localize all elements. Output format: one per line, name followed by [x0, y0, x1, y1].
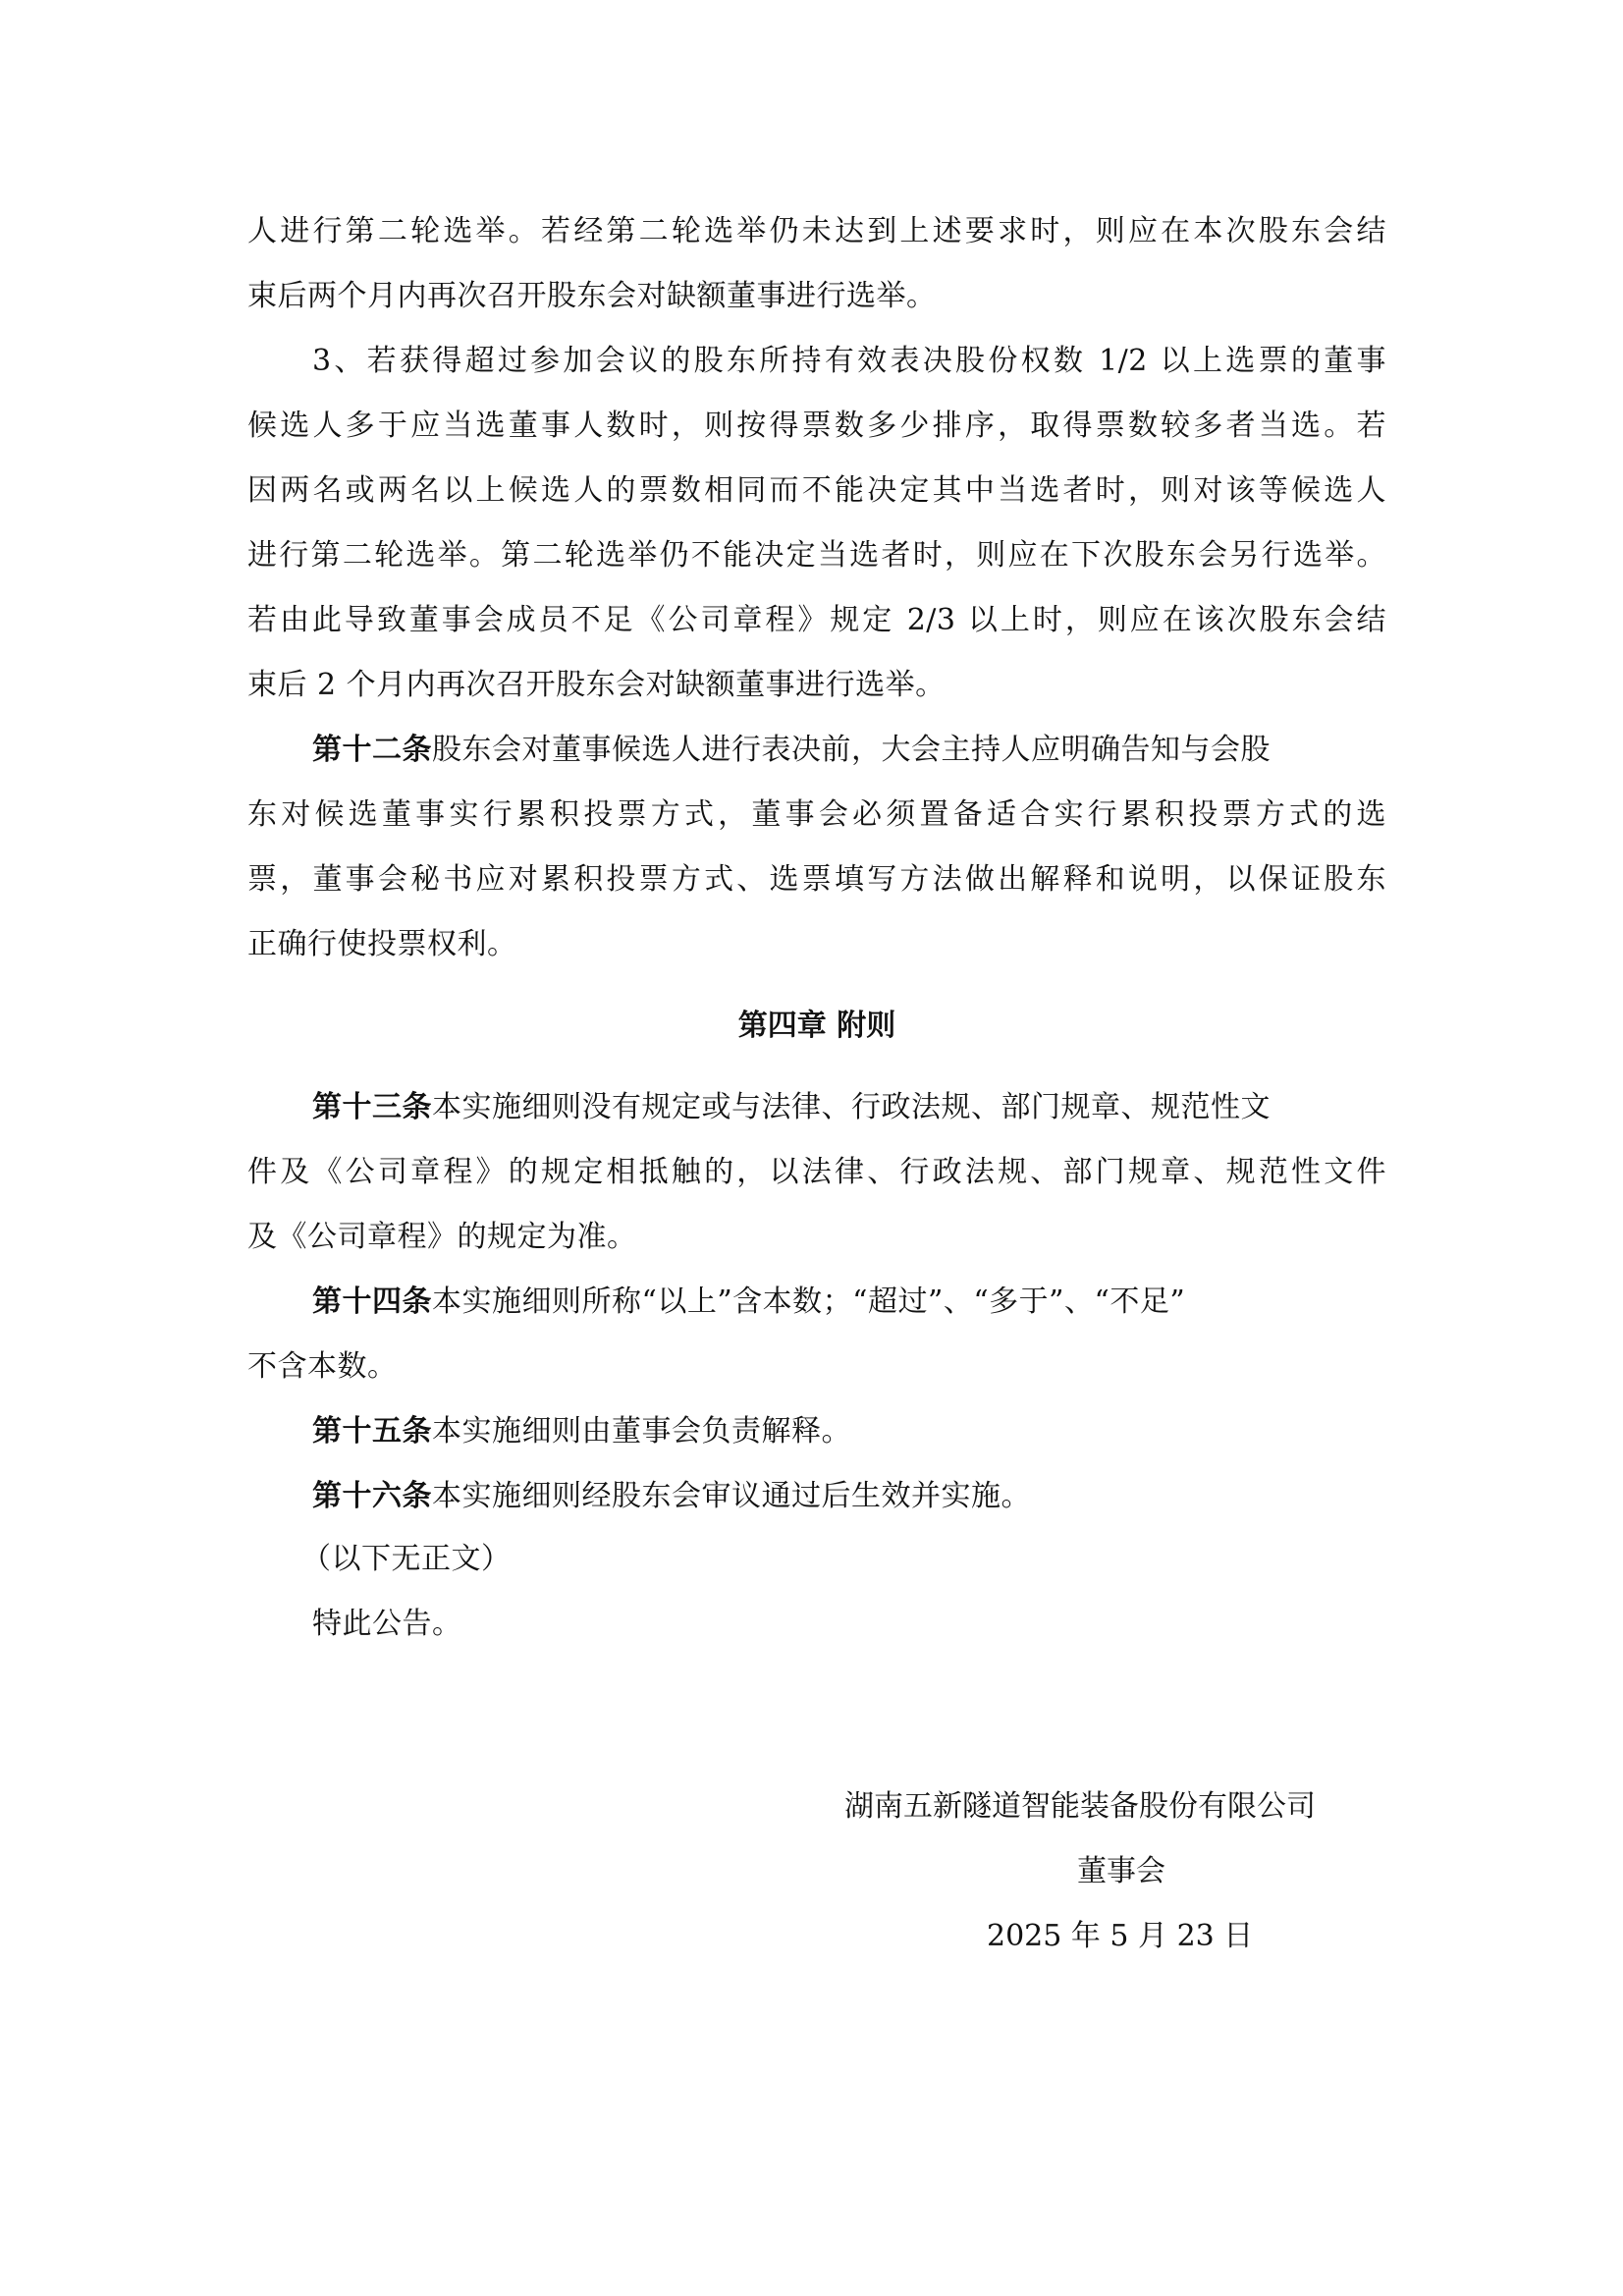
board-name: 董事会	[1077, 1854, 1165, 1888]
paragraph-line: 束后两个月内再次召开股东会对缺额董事进行选举。	[247, 279, 937, 313]
article-text: 本实施细则由董事会负责解释。	[432, 1414, 851, 1449]
paragraph-line: 东对候选董事实行累积投票方式，董事会必须置备适合实行累积投票方式的选	[247, 797, 1386, 832]
notice-text: 特此公告。	[312, 1607, 462, 1641]
article-label: 第十二条	[312, 733, 432, 767]
company-name: 湖南五新隧道智能装备股份有限公司	[844, 1789, 1316, 1824]
article-16-line	[312, 1464, 1386, 1529]
paragraph-line: 及《公司章程》的规定为准。	[247, 1220, 637, 1254]
no-more-text: （以下无正文）	[301, 1542, 512, 1576]
paragraph-line: 不含本数。	[247, 1349, 398, 1384]
article-text: 本实施细则所称“以上”含本数；“超过”、“多于”、“不足”	[432, 1285, 1186, 1319]
paragraph-line: 票，董事会秘书应对累积投票方式、选票填写方法做出解释和说明，以保证股东	[247, 862, 1386, 897]
paragraph-line: 候选人多于应当选董事人数时，则按得票数多少排序，取得票数较多者当选。若	[247, 409, 1386, 443]
article-text: 本实施细则没有规定或与法律、行政法规、部门规章、规范性文	[432, 1090, 1271, 1124]
paragraph-line: 件及《公司章程》的规定相抵触的，以法律、行政法规、部门规章、规范性文件	[247, 1155, 1386, 1189]
paragraph-line: 束后 2 个月内再次召开股东会对缺额董事进行选举。	[247, 668, 946, 702]
article-12-first-line	[312, 718, 1386, 783]
article-label: 第十四条	[312, 1285, 432, 1319]
article-label: 第十三条	[312, 1090, 432, 1124]
paragraph-line: 人进行第二轮选举。若经第二轮选举仍未达到上述要求时，则应在本次股东会结	[247, 214, 1386, 248]
paragraph-line: 进行第二轮选举。第二轮选举仍不能决定当选者时，则应在下次股东会另行选举。	[247, 538, 1386, 573]
paragraph-line: 若由此导致董事会成员不足《公司章程》规定 2/3 以上时，则应在该次股东会结	[247, 603, 1386, 637]
paragraph-line: 正确行使投票权利。	[247, 927, 517, 961]
article-14-first-line	[312, 1270, 1386, 1335]
signature-date: 2025 年 5 月 23 日	[987, 1919, 1254, 1953]
article-label: 第十五条	[312, 1414, 432, 1449]
article-text: 股东会对董事候选人进行表决前，大会主持人应明确告知与会股	[432, 733, 1271, 767]
chapter-heading: 第四章 附则	[737, 1009, 896, 1043]
article-label: 第十六条	[312, 1479, 432, 1513]
article-text: 本实施细则经股东会审议通过后生效并实施。	[432, 1479, 1031, 1513]
article-15-line	[312, 1399, 1386, 1464]
article-13-first-line	[312, 1075, 1386, 1140]
paragraph-line: 因两名或两名以上候选人的票数相同而不能决定其中当选者时，则对该等候选人	[247, 473, 1386, 508]
paragraph-line: 3、若获得超过参加会议的股东所持有效表决股份权数 1/2 以上选票的董事	[312, 344, 1386, 378]
